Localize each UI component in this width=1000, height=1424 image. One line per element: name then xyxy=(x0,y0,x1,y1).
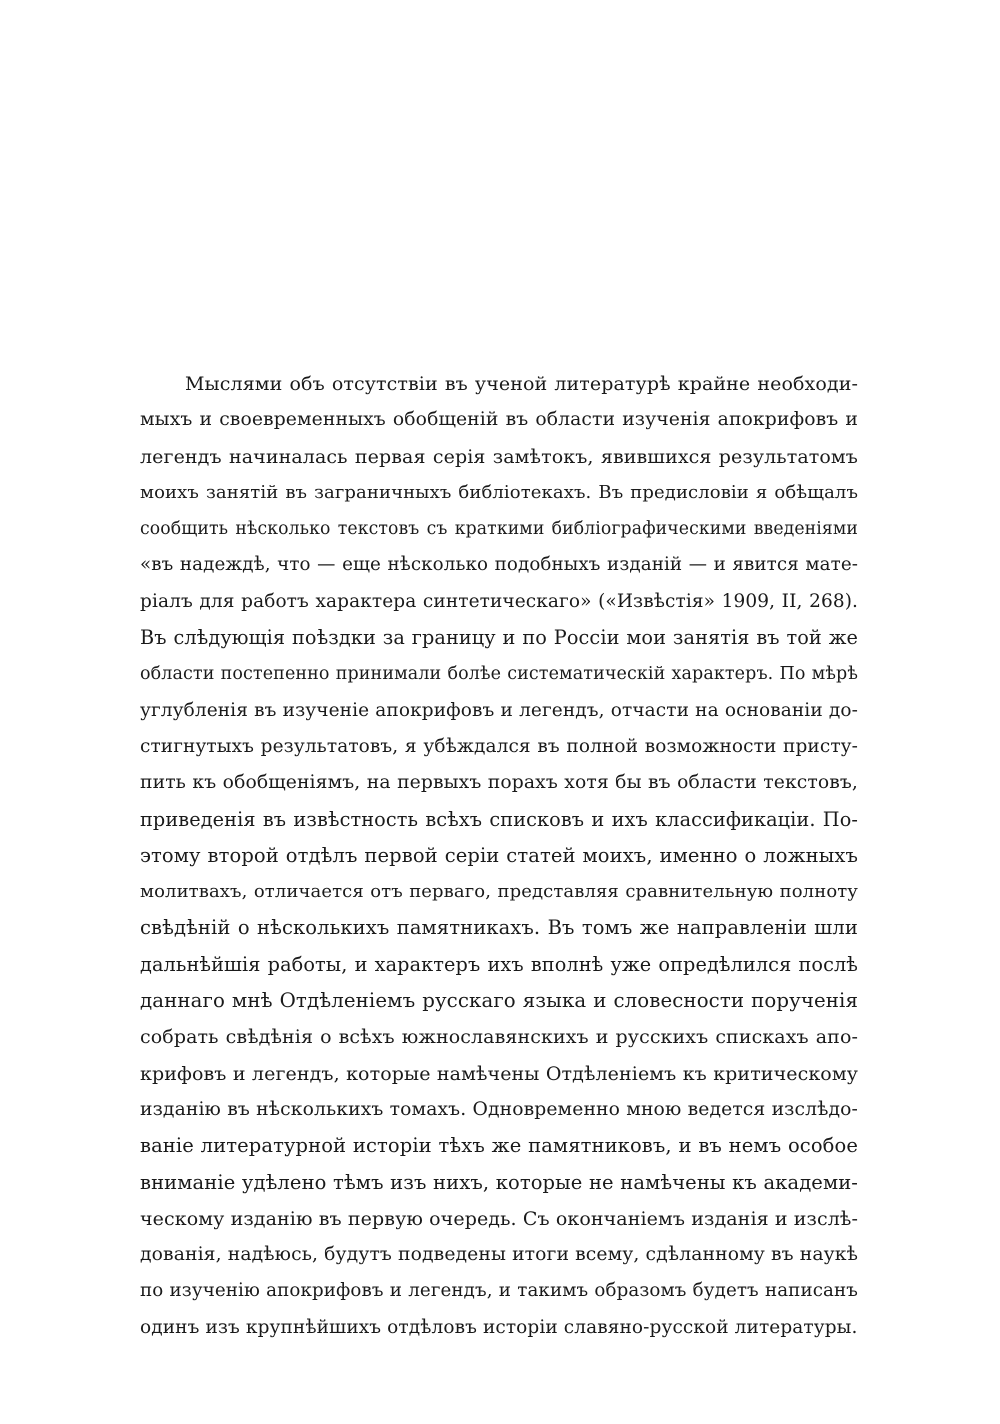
text-line: сообщить нѣсколько текстовъ съ краткими библіографическими введеніями xyxy=(140,519,858,540)
text-line: Мыслями объ отсутствіи въ ученой литературѣ крайне необходи- xyxy=(185,373,858,395)
text-line: дальнѣйшія работы, и характеръ ихъ вполнѣ уже опредѣлился послѣ xyxy=(140,952,858,976)
text-line: по изученію апокрифовъ и легендъ, и такимъ образомъ будетъ написанъ xyxy=(140,1280,858,1302)
text-line: собрать свѣдѣнія о всѣхъ южнославянскихъ и русскихъ спискахъ апо- xyxy=(140,1026,858,1049)
text-line: изданію въ нѣсколькихъ томахъ. Одновременно мною ведется изслѣдо- xyxy=(140,1098,858,1120)
text-line: мыхъ и своевременныхъ обобщеній въ области изученія апокрифовъ и xyxy=(140,409,858,431)
text-line: молитвахъ, отличается отъ перваго, представляя сравнительную полноту xyxy=(140,881,858,903)
text-line: «въ надеждѣ, что — еще нѣсколько подобныхъ изданій — и явится мате- xyxy=(140,554,858,576)
text-line: ческому изданію въ первую очередь. Съ окончаніемъ изданія и изслѣ- xyxy=(140,1207,858,1230)
preface-paragraph xyxy=(140,366,858,1346)
text-line: пить къ обобщеніямъ, на первыхъ порахъ хотя бы въ области текстовъ, xyxy=(140,772,858,794)
text-line: дованія, надѣюсь, будутъ подведены итоги всему, сдѣланному въ наукѣ xyxy=(140,1244,858,1266)
text-line: легендъ начиналась первая серія замѣтокъ, явившихся результатомъ xyxy=(140,445,858,468)
text-line: области постепенно принимали болѣе систематическій характеръ. По мѣрѣ xyxy=(140,664,858,685)
text-line: ріалъ для работъ характера синтетическаго» («Извѣстія» 1909, II, 268). xyxy=(140,590,858,612)
text-line: даннаго мнѣ Отдѣленіемъ русскаго языка и словесности порученія xyxy=(140,989,858,1013)
text-line: углубленія въ изученіе апокрифовъ и легендъ, отчасти на основаніи до- xyxy=(140,699,858,721)
text-line: стигнутыхъ результатовъ, я убѣждался въ полной возможности присту- xyxy=(140,735,858,757)
text-line: вниманіе удѣлено тѣмъ изъ нихъ, которые не намѣчены къ академи- xyxy=(140,1170,858,1194)
text-line: свѣдѣній о нѣсколькихъ памятникахъ. Въ томъ же направленіи шли xyxy=(140,916,858,940)
text-line: ваніе литературной исторіи тѣхъ же памятниковъ, и въ немъ особое xyxy=(140,1134,858,1158)
text-line: Въ слѣдующія поѣздки за границу и по Россіи мои занятія въ той же xyxy=(140,626,858,650)
text-line: этому второй отдѣлъ первой серіи статей моихъ, именно о ложныхъ xyxy=(140,843,858,867)
text-line: крифовъ и легендъ, которые намѣчены Отдѣленіемъ къ критическому xyxy=(140,1062,858,1085)
text-line: приведенія въ извѣстность всѣхъ списковъ и ихъ классификаціи. По- xyxy=(140,807,858,831)
text-line: моихъ занятій въ заграничныхъ библіотекахъ. Въ предисловіи я обѣщалъ xyxy=(140,481,858,503)
text-line: одинъ изъ крупнѣйшихъ отдѣловъ исторіи славяно-русской литературы. xyxy=(140,1316,858,1338)
